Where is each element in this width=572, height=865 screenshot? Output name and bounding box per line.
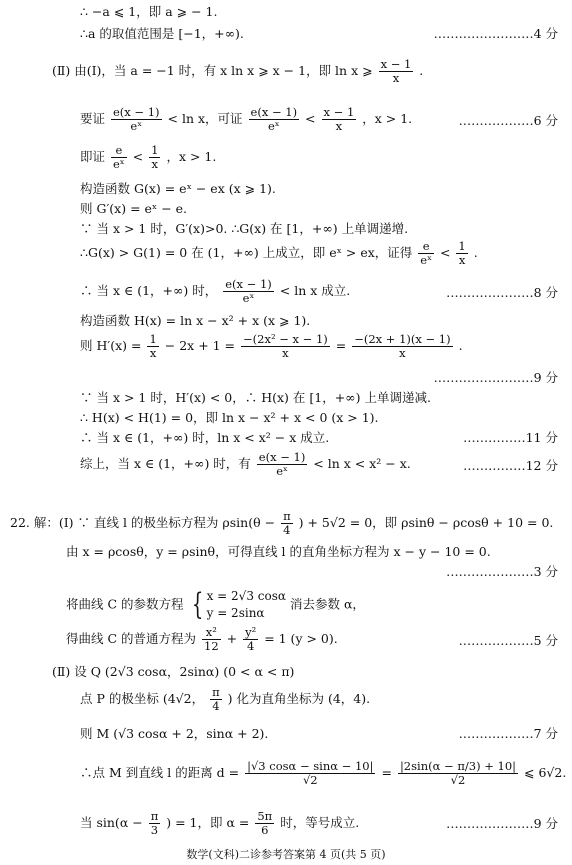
score-marker: …………………9 分	[446, 816, 558, 831]
text-line: ∵ 当 x > 1 时，G′(x)>0. ∴G(x) 在 [1，+∞) 上单调递增.	[80, 221, 409, 236]
brace-symbol: {	[191, 587, 203, 622]
text-line: ∴点 M 到直线 l 的距离 d = $\frac{|√3 \cos\alpha - \sin\alpha - 10|}{√2}$ = $\frac{|2\sin(\alpha - \pi/3) + 10|}{√2}$ ⩽ 6√2.	[80, 759, 567, 787]
text-line: ∴ H(x) < H(1) = 0，即 ln x − x² + x < 0 (x > 1).	[80, 410, 379, 425]
score-marker: …………………3 分	[446, 564, 558, 579]
text-line: 得曲线 C 的普通方程为 $\frac{\text{x²}}{12}$ + $\frac{\text{y²}}{4}$ = 1 (y > 0).	[66, 625, 338, 653]
text-line: 综上，当 x ∈ (1，+∞) 时，有 $\frac{e(x - 1)}{\text{eˣ}}$ < ln x < x² − x.	[80, 450, 411, 478]
text-line: 则 G′(x) = eˣ − e.	[80, 201, 188, 216]
score-marker: ……………12 分	[463, 458, 558, 473]
text-line: ∴ 当 x ∈ (1，+∞) 时，ln x < x² − x 成立.	[80, 430, 330, 445]
text-line: ∵ 当 x > 1 时，H′(x) < 0，∴ H(x) 在 [1，+∞) 上单调递减.	[80, 390, 431, 405]
score-marker: ………………6 分	[458, 113, 558, 128]
text-line: ∴a 的取值范围是 [−1，+∞).	[80, 26, 244, 41]
score-marker: ……………………4 分	[433, 26, 558, 41]
question-22-heading: 22. 解：(Ⅰ) ∵ 直线 l 的极坐标方程为 ρsin(θ − $\frac{\pi}{4}$ ) + 5√2 = 0，即 ρsinθ − ρcosθ + 10 = 0.	[10, 509, 554, 537]
text-line: 要证 $\frac{e(x - 1)}{\text{eˣ}}$ < ln x，可证 $\frac{e(x - 1)}{\text{eˣ}}$ < $\frac{x - 1}{x}$ ，x > 1.	[80, 105, 413, 133]
text-line: (Ⅱ) 由(Ⅰ)，当 a = −1 时，有 x ln x ⩾ x − 1，即 ln x ⩾ $\frac{x - 1}{x}$ .	[52, 57, 424, 85]
text-line: 点 P 的极坐标 (4√2， $\frac{\pi}{4}$ ) 化为直角坐标为 (4，4).	[80, 685, 371, 713]
text-line: 将曲线 C 的参数方程 { x = 2√3 cosα y = 2sinα 消去参数 α，	[66, 587, 365, 622]
text-line: 构造函数 G(x) = eˣ − ex (x ⩾ 1).	[80, 181, 276, 196]
text-line: 即证 $\frac{e}{\text{eˣ}}$ < $\frac{1}{x}$ ，x > 1.	[80, 143, 217, 171]
score-marker: ………………7 分	[458, 726, 558, 741]
text-line: 则 M (√3 cosα + 2，sinα + 2).	[80, 726, 269, 741]
score-marker: ……………11 分	[463, 430, 558, 445]
score-marker: ……………………9 分	[433, 370, 558, 385]
text-line: 则 H′(x) = $\frac{1}{x}$ − 2x + 1 = $\frac{\text{−(2x² − x − 1)}}{x}$ = $\frac{-(2x + 1)(x - 1)}{x}$ .	[80, 332, 463, 360]
text-line: (Ⅱ) 设 Q (2√3 cosα，2sinα) (0 < α < π)	[52, 664, 295, 679]
text-line: 当 sin(α − $\frac{\pi}{3}$ ) = 1，即 α = $\frac{5\pi}{6}$ 时，等号成立.	[80, 809, 360, 837]
score-marker: …………………8 分	[446, 285, 558, 300]
score-marker: ………………5 分	[458, 633, 558, 648]
text-line: ∴G(x) > G(1) = 0 在 (1，+∞) 上成立，即 eˣ > ex，证得 $\frac{e}{\text{eˣ}}$ < $\frac{1}{x}$ .	[80, 239, 478, 267]
text-line: 构造函数 H(x) = ln x − x² + x (x ⩾ 1).	[80, 313, 311, 328]
fraction: $\frac{x - 1}{x}$	[380, 57, 412, 85]
equation-system: x = 2√3 cosα y = 2sinα	[206, 589, 286, 620]
text-line: ∴ −a ⩽ 1，即 a ⩾ − 1.	[80, 4, 218, 19]
page-footer: 数学(文科)二诊参考答案第 4 页(共 5 页)	[186, 848, 386, 861]
text-line: 由 x = ρcosθ，y = ρsinθ，可得直线 l 的直角坐标方程为 x − y − 10 = 0.	[66, 544, 491, 559]
text-line: ∴ 当 x ∈ (1，+∞) 时， $\frac{e(x - 1)}{\text{eˣ}}$ < ln x 成立.	[80, 277, 351, 305]
